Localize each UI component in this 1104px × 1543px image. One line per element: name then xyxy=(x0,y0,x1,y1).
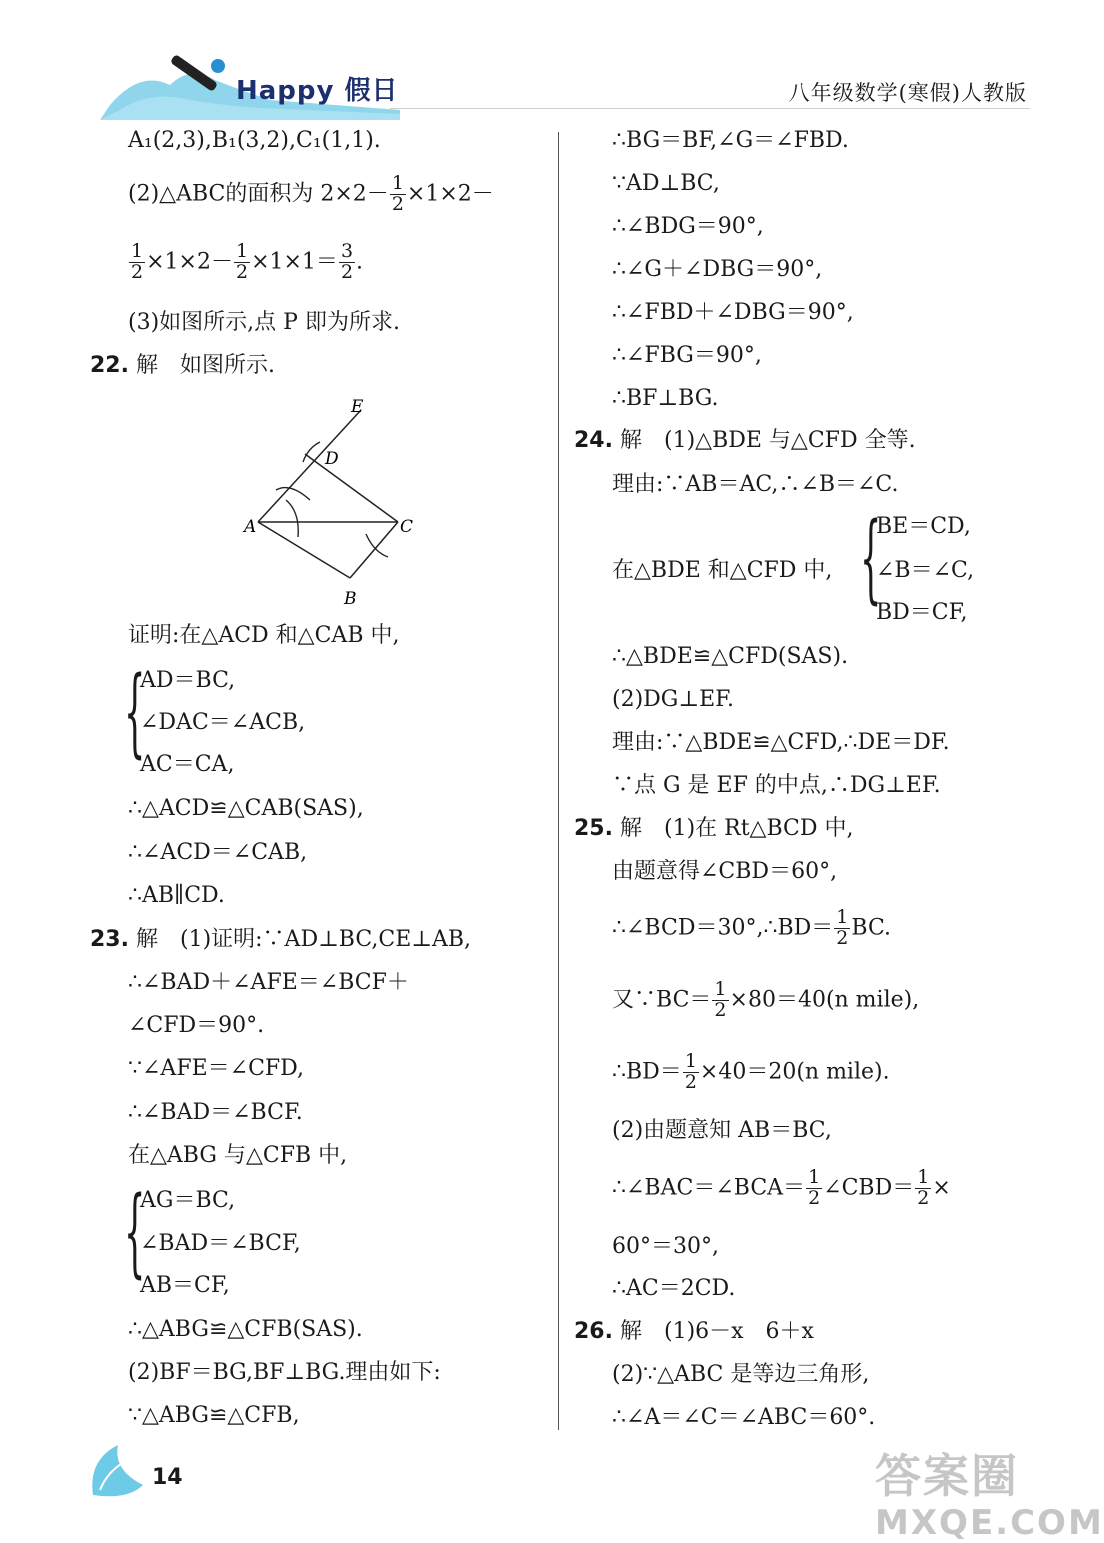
proof-line: ∴∠BAD＋∠AFE＝∠BCF＋ xyxy=(128,970,409,995)
proof-line: ∴∠BAC＝∠BCA＝ $\frac{1}{2}$ ∠CBD＝ $\frac{1}{2}$ × xyxy=(612,1166,951,1209)
condition-line: ∠B＝∠C, xyxy=(876,558,975,583)
proof-line: 理由:∵△BDE≌△CFD,∴DE＝DF. xyxy=(612,730,950,755)
condition-line: AB＝CF, xyxy=(140,1273,230,1298)
proof-line: ∴∠BCD＝30°,∴BD＝ $\frac{1}{2}$ BC. xyxy=(612,906,891,949)
geometry-figure xyxy=(238,392,428,612)
proof-line: 在△ABG 与△CFB 中, xyxy=(128,1143,348,1168)
proof-line: ∴AC＝2CD. xyxy=(612,1276,736,1301)
fraction: $\frac{1}{2}$ xyxy=(714,978,727,1021)
proof-line: (2)由题意知 AB＝BC, xyxy=(612,1118,832,1143)
header-rule xyxy=(390,108,1030,109)
watermark-url: MXQE.COM xyxy=(875,1503,1104,1543)
proof-line: 在△BDE 和△CFD 中, xyxy=(612,558,833,583)
fraction: $\frac{1}{2}$ xyxy=(131,240,144,283)
proof-line: (2)DG⊥EF. xyxy=(612,687,734,712)
point-label-b: B xyxy=(344,589,357,609)
proof-line: 证明:在△ACD 和△CAB 中, xyxy=(128,623,400,648)
proof-line: ∴BD＝ $\frac{1}{2}$ ×40＝20(n mile). xyxy=(612,1050,890,1093)
proof-line: ∵△ABG≌△CFB, xyxy=(128,1403,300,1428)
proof-line: ∴△ABG≌△CFB(SAS). xyxy=(128,1317,363,1342)
brace: { xyxy=(124,656,146,768)
proof-line: 60°＝30°, xyxy=(612,1234,719,1259)
point-label-a: A xyxy=(244,517,257,537)
question-24: 24. 解 (1)△BDE 与△CFD 全等. xyxy=(574,428,916,453)
point-label-d: D xyxy=(325,449,339,469)
condition-line: BD＝CF, xyxy=(876,600,968,625)
answer-line: (2)△ABC的面积为 2×2－ $\frac{1}{2}$ ×1×2－ xyxy=(128,172,494,215)
proof-line: 理由:∵AB＝AC,∴∠B＝∠C. xyxy=(612,472,899,497)
page-number: 14 xyxy=(152,1465,183,1490)
proof-line: ∠CFD＝90°. xyxy=(128,1013,265,1038)
answer-line: $\frac{1}{2}$ ×1×2－ $\frac{1}{2}$ ×1×1＝ $\frac{3}{2}$ . xyxy=(131,240,364,283)
answer-line: A₁(2,3),B₁(3,2),C₁(1,1). xyxy=(128,128,381,153)
proof-line: ∴BG＝BF,∠G＝∠FBD. xyxy=(612,128,849,153)
proof-line: ∴∠BDG＝90°, xyxy=(612,214,764,239)
proof-line: 又∵BC＝ $\frac{1}{2}$ ×80＝40(n mile), xyxy=(612,978,920,1021)
answer-line: (3)如图所示,点 P 即为所求. xyxy=(128,310,400,335)
condition-line: ∠BAD＝∠BCF, xyxy=(140,1231,301,1256)
proof-line: ∴∠FBG＝90°, xyxy=(612,343,762,368)
proof-line: ∵AD⊥BC, xyxy=(612,171,720,196)
fraction: $\frac{3}{2}$ xyxy=(340,240,354,283)
proof-line: ∴∠A＝∠C＝∠ABC＝60°. xyxy=(612,1405,876,1430)
proof-line: 由题意得∠CBD＝60°, xyxy=(612,859,838,884)
proof-line: ∴△BDE≌△CFD(SAS). xyxy=(612,644,849,669)
condition-line: ∠DAC＝∠ACB, xyxy=(140,710,306,735)
watermark-cn: 答案圈 xyxy=(875,1449,1019,1503)
brace: { xyxy=(124,1176,146,1288)
proof-line: ∴∠FBD＋∠DBG＝90°, xyxy=(612,300,854,325)
question-22: 22. 解 如图所示. xyxy=(90,353,275,378)
point-label-e: E xyxy=(351,397,364,417)
fraction: $\frac{1}{2}$ xyxy=(836,906,849,949)
proof-line: ∴∠G＋∠DBG＝90°, xyxy=(612,257,823,282)
proof-line: ∵∠AFE＝∠CFD, xyxy=(128,1056,305,1081)
site-watermark xyxy=(875,1440,1104,1543)
condition-line: AG＝BC, xyxy=(140,1188,236,1213)
fraction: $\frac{1}{2}$ xyxy=(235,240,249,283)
footer-leaf-art xyxy=(88,1440,150,1500)
header-book-title: 八年级数学(寒假)人教版 xyxy=(788,81,1027,105)
fraction: $\frac{1}{2}$ xyxy=(808,1166,821,1209)
column-divider xyxy=(558,132,559,1430)
proof-line: (2)∵△ABC 是等边三角形, xyxy=(612,1362,870,1387)
proof-line: (2)BF＝BG,BF⊥BG.理由如下: xyxy=(128,1360,441,1385)
proof-line: ∴∠ACD＝∠CAB, xyxy=(128,840,308,865)
point-label-c: C xyxy=(400,517,414,537)
header-logo-text: Happy 假日 xyxy=(236,76,399,106)
fraction: $\frac{1}{2}$ xyxy=(391,172,404,215)
condition-line: BE＝CD, xyxy=(876,514,971,539)
proof-line: ∴AB∥CD. xyxy=(128,883,225,908)
proof-line: ∴BF⊥BG. xyxy=(612,386,719,411)
condition-line: AC＝CA, xyxy=(140,752,235,777)
fraction: $\frac{1}{2}$ xyxy=(917,1166,930,1209)
proof-line: ∴∠BAD＝∠BCF. xyxy=(128,1100,303,1125)
question-25: 25. 解 (1)在 Rt△BCD 中, xyxy=(574,816,854,841)
condition-line: AD＝BC, xyxy=(140,668,236,693)
brace: { xyxy=(860,502,882,614)
question-23: 23. 解 (1)证明:∵AD⊥BC,CE⊥AB, xyxy=(90,927,472,952)
proof-line: ∵点 G 是 EF 的中点,∴DG⊥EF. xyxy=(612,773,941,798)
question-26: 26. 解 (1)6－x 6＋x xyxy=(574,1319,814,1344)
fraction: $\frac{1}{2}$ xyxy=(684,1050,697,1093)
proof-line: ∴△ACD≌△CAB(SAS), xyxy=(128,796,364,821)
